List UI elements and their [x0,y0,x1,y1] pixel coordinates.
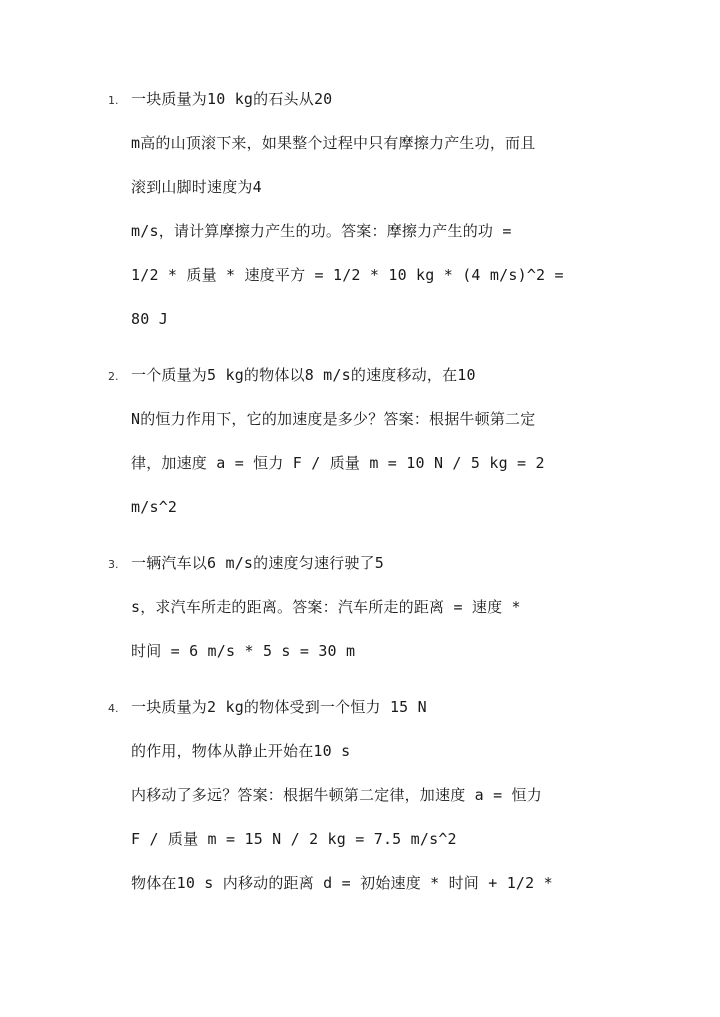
question-line: 内移动了多远？答案：根据牛顿第二定律，加速度 a = 恒力 [131,786,542,804]
question-line: 物体在10 s 内移动的距离 d = 初始速度 * 时间 + 1/2 * [131,874,553,892]
question-line: m/s，请计算摩擦力产生的功。答案：摩擦力产生的功 = [131,222,512,240]
question-line: F / 质量 m = 15 N / 2 kg = 7.5 m/s^2 [131,830,457,848]
question-line: s，求汽车所走的距离。答案：汽车所走的距离 = 速度 * [131,598,521,616]
question-line: 一块质量为2 kg的物体受到一个恒力 15 N [131,698,427,716]
question-line: 一个质量为5 kg的物体以8 m/s的速度移动，在10 [131,366,476,384]
question-line: 时间 = 6 m/s * 5 s = 30 m [131,642,356,660]
question-number: 4. [108,702,119,715]
question-line: 一辆汽车以6 m/s的速度匀速行驶了5 [131,554,384,572]
question-line: 一块质量为10 kg的石头从20 [131,90,333,108]
question-line: 律，加速度 a = 恒力 F / 质量 m = 10 N / 5 kg = 2 [131,454,545,472]
question-line: m高的山顶滚下来，如果整个过程中只有摩擦力产生功，而且 [131,134,536,152]
question-number: 2. [108,370,119,383]
question-number: 1. [108,94,119,107]
question-number: 3. [108,558,119,571]
question-line: 的作用，物体从静止开始在10 s [131,742,351,760]
question-line: N的恒力作用下，它的加速度是多少？答案：根据牛顿第二定 [131,410,536,428]
question-line: 80 J [131,310,168,328]
question-line: 滚到山脚时速度为4 [131,178,262,196]
question-line: 1/2 * 质量 * 速度平方 = 1/2 * 10 kg * (4 m/s)^2 = [131,266,564,284]
question-line: m/s^2 [131,498,178,516]
